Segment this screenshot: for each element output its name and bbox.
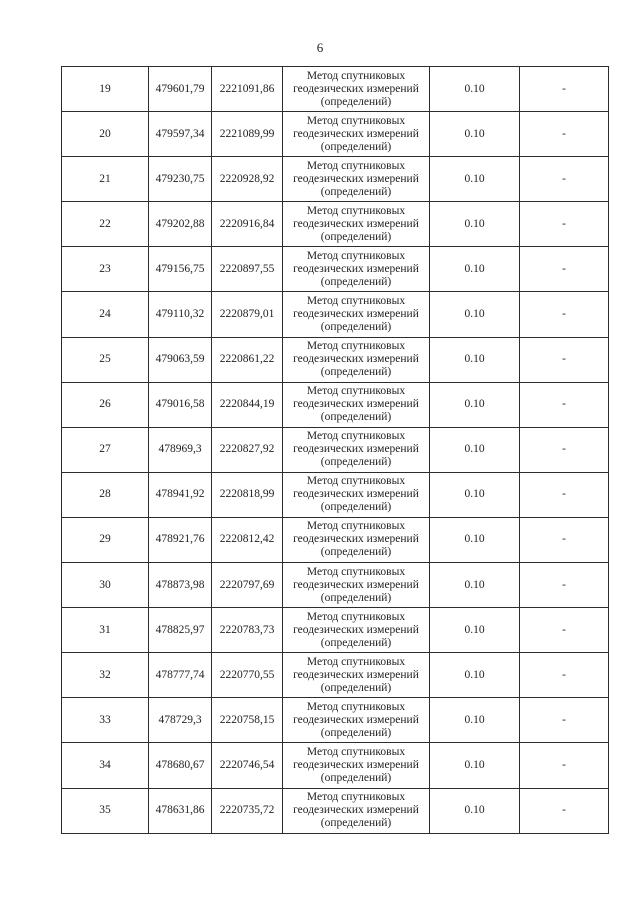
- method-line-1: Метод спутниковых: [306, 745, 406, 758]
- method-cell: [283, 247, 430, 292]
- method-line-2: геодезических измерений: [293, 533, 419, 546]
- method-line-2: геодезических измерений: [293, 308, 419, 321]
- method-cell: [283, 427, 430, 472]
- table-row: [62, 743, 609, 788]
- point-number-cell: 24: [62, 292, 149, 337]
- method-line-3: (определений): [320, 230, 392, 243]
- method-line-1: Метод спутниковых: [306, 159, 406, 172]
- y-coordinate-cell: 2220783,73: [212, 608, 283, 653]
- method-line-1: Метод спутниковых: [306, 69, 406, 82]
- table-row: [62, 202, 609, 247]
- table-row: [62, 472, 609, 517]
- method-line-3: (определений): [320, 726, 392, 739]
- method-cell: [283, 382, 430, 427]
- x-coordinate-cell: 478941,92: [149, 472, 212, 517]
- table-row: [62, 427, 609, 472]
- method-cell: [283, 788, 430, 833]
- point-number-cell: 20: [62, 112, 149, 157]
- point-number-cell: 22: [62, 202, 149, 247]
- method-line-1: Метод спутниковых: [306, 610, 406, 623]
- method-line-3: (определений): [320, 321, 392, 334]
- y-coordinate-cell: 2221091,86: [212, 67, 283, 112]
- table-row: [62, 563, 609, 608]
- method-line-2: геодезических измерений: [293, 82, 419, 95]
- method-line-3: (определений): [320, 501, 392, 514]
- table-row: [62, 608, 609, 653]
- y-coordinate-cell: 2220827,92: [212, 427, 283, 472]
- accuracy-cell: 0.10: [430, 337, 520, 382]
- description-cell: -: [520, 608, 609, 653]
- x-coordinate-cell: 479110,32: [149, 292, 212, 337]
- description-cell: -: [520, 653, 609, 698]
- method-line-2: геодезических измерений: [293, 443, 419, 456]
- x-coordinate-cell: 478969,3: [149, 427, 212, 472]
- y-coordinate-cell: 2220735,72: [212, 788, 283, 833]
- method-line-1: Метод спутниковых: [306, 655, 406, 668]
- method-line-2: геодезических измерений: [293, 262, 419, 275]
- coordinates-table: [61, 66, 609, 834]
- method-cell: [283, 292, 430, 337]
- method-line-3: (определений): [320, 140, 392, 153]
- y-coordinate-cell: 2220746,54: [212, 743, 283, 788]
- description-cell: -: [520, 112, 609, 157]
- method-line-3: (определений): [320, 681, 392, 694]
- point-number-cell: 27: [62, 427, 149, 472]
- method-cell: [283, 202, 430, 247]
- table-row: [62, 67, 609, 112]
- description-cell: -: [520, 67, 609, 112]
- method-line-3: (определений): [320, 817, 392, 830]
- y-coordinate-cell: 2220770,55: [212, 653, 283, 698]
- method-line-1: Метод спутниковых: [306, 520, 406, 533]
- accuracy-cell: 0.10: [430, 563, 520, 608]
- table-body: [62, 67, 609, 834]
- method-cell: [283, 517, 430, 562]
- description-cell: -: [520, 788, 609, 833]
- description-cell: -: [520, 698, 609, 743]
- description-cell: -: [520, 247, 609, 292]
- table-row: [62, 698, 609, 743]
- x-coordinate-cell: 479016,58: [149, 382, 212, 427]
- y-coordinate-cell: 2220916,84: [212, 202, 283, 247]
- method-line-2: геодезических измерений: [293, 578, 419, 591]
- accuracy-cell: 0.10: [430, 67, 520, 112]
- method-line-1: Метод спутниковых: [306, 565, 406, 578]
- description-cell: -: [520, 292, 609, 337]
- accuracy-cell: 0.10: [430, 157, 520, 202]
- method-line-1: Метод спутниковых: [306, 791, 406, 804]
- x-coordinate-cell: 478825,97: [149, 608, 212, 653]
- x-coordinate-cell: 478729,3: [149, 698, 212, 743]
- method-line-2: геодезических измерений: [293, 758, 419, 771]
- description-cell: -: [520, 472, 609, 517]
- description-cell: -: [520, 337, 609, 382]
- method-line-3: (определений): [320, 456, 392, 469]
- x-coordinate-cell: 479156,75: [149, 247, 212, 292]
- method-line-2: геодезических измерений: [293, 127, 419, 140]
- table-row: [62, 292, 609, 337]
- method-line-2: геодезических измерений: [293, 488, 419, 501]
- table-row: [62, 112, 609, 157]
- x-coordinate-cell: 478631,86: [149, 788, 212, 833]
- point-number-cell: 31: [62, 608, 149, 653]
- description-cell: -: [520, 157, 609, 202]
- method-line-2: геодезических измерений: [293, 668, 419, 681]
- table-row: [62, 337, 609, 382]
- accuracy-cell: 0.10: [430, 427, 520, 472]
- accuracy-cell: 0.10: [430, 698, 520, 743]
- method-line-1: Метод спутниковых: [306, 430, 406, 443]
- accuracy-cell: 0.10: [430, 472, 520, 517]
- point-number-cell: 29: [62, 517, 149, 562]
- point-number-cell: 35: [62, 788, 149, 833]
- method-line-1: Метод спутниковых: [306, 114, 406, 127]
- method-line-1: Метод спутниковых: [306, 295, 406, 308]
- method-cell: [283, 337, 430, 382]
- y-coordinate-cell: 2220758,15: [212, 698, 283, 743]
- point-number-cell: 19: [62, 67, 149, 112]
- x-coordinate-cell: 479601,79: [149, 67, 212, 112]
- description-cell: -: [520, 517, 609, 562]
- method-line-2: геодезических измерений: [293, 353, 419, 366]
- table-row: [62, 382, 609, 427]
- accuracy-cell: 0.10: [430, 202, 520, 247]
- point-number-cell: 34: [62, 743, 149, 788]
- accuracy-cell: 0.10: [430, 743, 520, 788]
- method-line-3: (определений): [320, 275, 392, 288]
- y-coordinate-cell: 2220861,22: [212, 337, 283, 382]
- point-number-cell: 30: [62, 563, 149, 608]
- y-coordinate-cell: 2220797,69: [212, 563, 283, 608]
- point-number-cell: 32: [62, 653, 149, 698]
- x-coordinate-cell: 478777,74: [149, 653, 212, 698]
- table-row: [62, 247, 609, 292]
- point-number-cell: 23: [62, 247, 149, 292]
- description-cell: -: [520, 743, 609, 788]
- method-line-3: (определений): [320, 411, 392, 424]
- accuracy-cell: 0.10: [430, 292, 520, 337]
- point-number-cell: 25: [62, 337, 149, 382]
- method-line-3: (определений): [320, 366, 392, 379]
- method-line-3: (определений): [320, 591, 392, 604]
- method-line-2: геодезических измерений: [293, 623, 419, 636]
- method-line-2: геодезических измерений: [293, 713, 419, 726]
- method-line-1: Метод спутниковых: [306, 475, 406, 488]
- method-line-3: (определений): [320, 95, 392, 108]
- accuracy-cell: 0.10: [430, 653, 520, 698]
- x-coordinate-cell: 479202,88: [149, 202, 212, 247]
- point-number-cell: 21: [62, 157, 149, 202]
- y-coordinate-cell: 2220879,01: [212, 292, 283, 337]
- accuracy-cell: 0.10: [430, 608, 520, 653]
- method-line-1: Метод спутниковых: [306, 700, 406, 713]
- accuracy-cell: 0.10: [430, 112, 520, 157]
- page-number: 6: [316, 40, 324, 55]
- method-cell: [283, 653, 430, 698]
- table-row: [62, 157, 609, 202]
- table-row: [62, 653, 609, 698]
- y-coordinate-cell: 2220844,19: [212, 382, 283, 427]
- method-line-1: Метод спутниковых: [306, 340, 406, 353]
- method-line-2: геодезических измерений: [293, 172, 419, 185]
- method-cell: [283, 112, 430, 157]
- x-coordinate-cell: 478921,76: [149, 517, 212, 562]
- method-cell: [283, 698, 430, 743]
- x-coordinate-cell: 478873,98: [149, 563, 212, 608]
- method-line-1: Метод спутниковых: [306, 204, 406, 217]
- method-cell: [283, 563, 430, 608]
- accuracy-cell: 0.10: [430, 517, 520, 562]
- y-coordinate-cell: 2221089,99: [212, 112, 283, 157]
- y-coordinate-cell: 2220812,42: [212, 517, 283, 562]
- x-coordinate-cell: 479230,75: [149, 157, 212, 202]
- method-cell: [283, 67, 430, 112]
- method-line-3: (определений): [320, 185, 392, 198]
- description-cell: -: [520, 382, 609, 427]
- x-coordinate-cell: 479597,34: [149, 112, 212, 157]
- y-coordinate-cell: 2220897,55: [212, 247, 283, 292]
- method-line-3: (определений): [320, 636, 392, 649]
- method-line-1: Метод спутниковых: [306, 249, 406, 262]
- method-line-2: геодезических измерений: [293, 217, 419, 230]
- method-cell: [283, 472, 430, 517]
- method-cell: [283, 743, 430, 788]
- y-coordinate-cell: 2220928,92: [212, 157, 283, 202]
- accuracy-cell: 0.10: [430, 788, 520, 833]
- point-number-cell: 33: [62, 698, 149, 743]
- description-cell: -: [520, 202, 609, 247]
- method-line-3: (определений): [320, 546, 392, 559]
- point-number-cell: 28: [62, 472, 149, 517]
- x-coordinate-cell: 478680,67: [149, 743, 212, 788]
- method-line-3: (определений): [320, 771, 392, 784]
- method-line-2: геодезических измерений: [293, 398, 419, 411]
- method-line-2: геодезических измерений: [293, 804, 419, 817]
- accuracy-cell: 0.10: [430, 382, 520, 427]
- description-cell: -: [520, 427, 609, 472]
- description-cell: -: [520, 563, 609, 608]
- table-row: [62, 788, 609, 833]
- method-cell: [283, 157, 430, 202]
- method-cell: [283, 608, 430, 653]
- y-coordinate-cell: 2220818,99: [212, 472, 283, 517]
- point-number-cell: 26: [62, 382, 149, 427]
- x-coordinate-cell: 479063,59: [149, 337, 212, 382]
- table-row: [62, 517, 609, 562]
- accuracy-cell: 0.10: [430, 247, 520, 292]
- method-line-1: Метод спутниковых: [306, 385, 406, 398]
